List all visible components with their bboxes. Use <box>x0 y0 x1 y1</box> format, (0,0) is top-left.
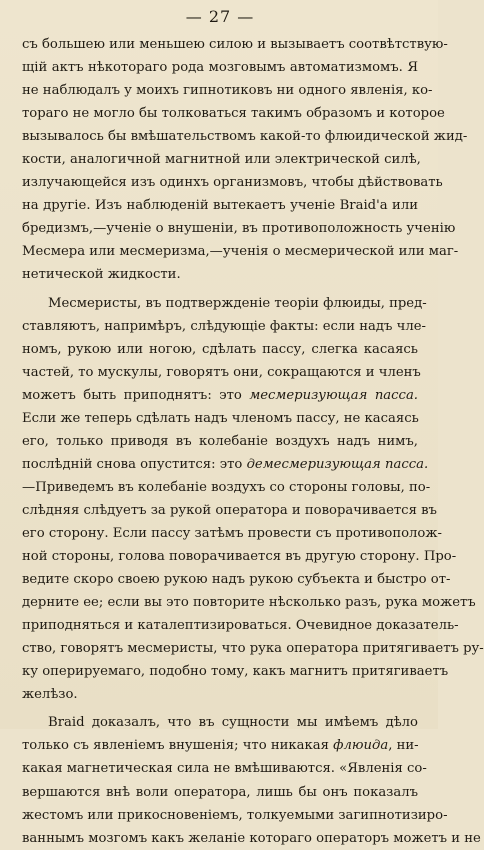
text-line: частей, то мускулы, говорятъ они, сокращаются и членъ <box>22 364 421 380</box>
paragraph-1 <box>22 33 468 287</box>
text-line: вызывалось бы вмѣшательствомъ какой-то флюидической жид- <box>22 129 468 145</box>
text-line: щій актъ нѣкотораго рода мозговымъ автоматизмомъ. Я <box>22 60 418 76</box>
paragraph-3 <box>22 711 481 849</box>
text-line: не наблюдалъ у моихъ гипнотиковъ ни одного явленія, ко- <box>22 83 433 99</box>
text-line: ство, говорятъ месмеристы, что рука оператора притягиваетъ ру- <box>22 641 484 657</box>
text-line: нетической жидкости. <box>22 267 181 283</box>
paragraph-2 <box>22 292 484 707</box>
text-line: Если же теперь сдѣлать надъ членомъ пассу, не касаясь <box>22 410 419 426</box>
text-line: можетъ быть приподнятъ: это месмеризующая пасса. <box>22 387 418 403</box>
text-line: Месмера или месмеризма,—ученія о месмерической или маг- <box>22 244 459 260</box>
text-line: —Приведемъ въ колебаніе воздухъ со стороны головы, по- <box>22 479 431 495</box>
italic-term: демесмеризующая пасса. <box>246 456 429 472</box>
text-line: его сторону. Если пассу затѣмъ провести съ противополож- <box>22 525 442 541</box>
text-line: послѣдній снова опустится: это демесмеризующая пасса. <box>22 456 429 472</box>
text-line: кости, аналогичной магнитной или электрической силѣ, <box>22 152 421 168</box>
italic-term: флюида <box>333 738 389 754</box>
text-line: тораго не могло бы толковаться такимъ образомъ и которое <box>22 106 445 122</box>
page-number: — 27 — <box>185 7 255 26</box>
text-line: на другіе. Изъ наблюденій вытекаетъ ученіе Braid'a или <box>22 198 418 214</box>
text-line: какая магнетическая сила не вмѣшиваются. «Явленія со- <box>22 761 427 777</box>
text-line: ку оперируемаго, подобно тому, какъ магнитъ притягиваетъ <box>22 664 449 680</box>
text-line: номъ, рукою или ногою, сдѣлать пассу, слегка касаясь <box>22 341 418 357</box>
text-line: только съ явленіемъ внушенія; что никакая флюида, ни- <box>22 738 419 754</box>
text-line: дерните ее; если вы это повторите нѣсколько разъ, рука можетъ <box>22 595 476 611</box>
text-line: ваннымъ мозгомъ какъ желаніе котораго операторъ можетъ и не <box>22 830 481 846</box>
text-line: вершаются внѣ воли оператора, лишь бы онъ показалъ <box>22 784 418 800</box>
text-line: жестомъ или прикосновеніемъ, толкуемыми загипнотизиро- <box>22 807 448 823</box>
text-line: приподняться и каталептизироваться. Очевидное доказатель- <box>22 618 459 634</box>
text-line: ной стороны, голова поворачивается въ другую сторону. Про- <box>22 549 457 565</box>
text-line: съ большею или меньшею силою и вызываетъ соотвѣтствую- <box>22 37 448 52</box>
text-line: его, только приводя въ колебаніе воздухъ надъ нимъ, <box>22 433 418 449</box>
text-line: ставляютъ, напримѣръ, слѣдующіе факты: если надъ чле- <box>22 318 426 334</box>
text-line: излучающейся изъ одинхъ организмовъ, чтобы дѣйствовать <box>22 175 443 191</box>
text-line: ведите скоро своею рукою надъ рукою субъекта и быстро от- <box>22 572 451 588</box>
text-line: слѣдняя слѣдуетъ за рукой оператора и поворачивается въ <box>22 502 437 518</box>
text-line: желѣзо. <box>22 687 78 703</box>
text-line: Braid доказалъ, что въ сущности мы имѣемъ дѣло <box>48 715 418 731</box>
text-line: Месмеристы, въ подтвержденіе теоріи флюиды, пред- <box>48 295 427 311</box>
text-line: бредизмъ,—ученіе о внушеніи, въ противоположность ученію <box>22 221 456 237</box>
italic-term: месмеризующая пасса. <box>249 387 418 403</box>
